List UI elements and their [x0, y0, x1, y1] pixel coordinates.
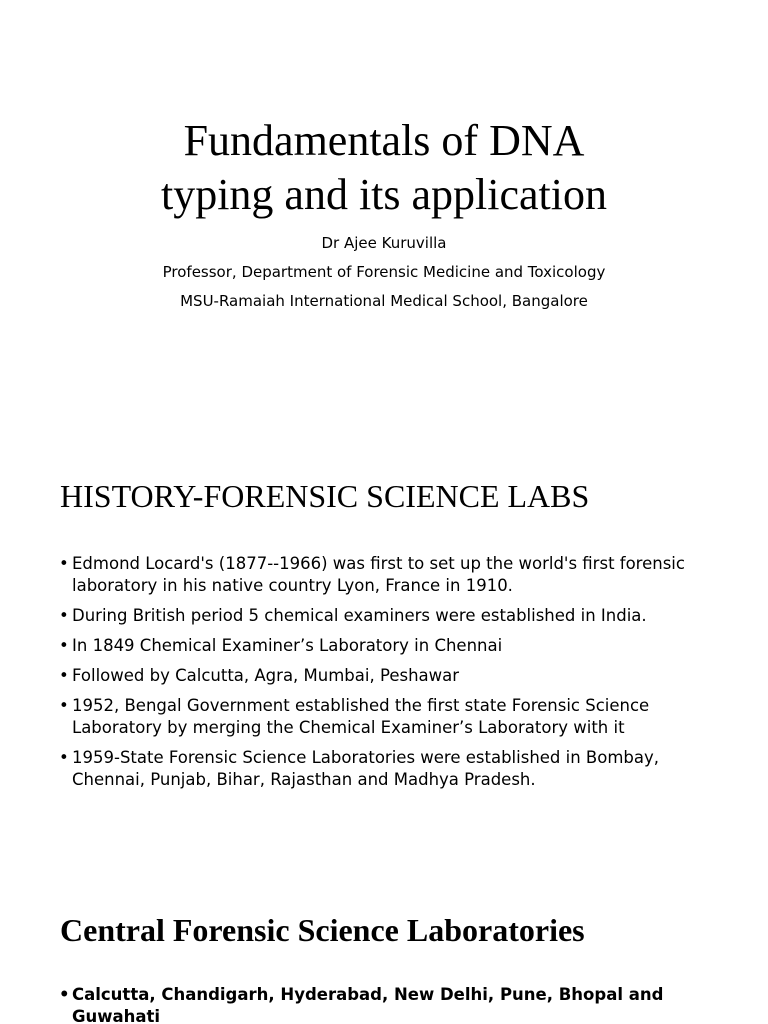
- author-position: Professor, Department of Forensic Medicine and Toxicology: [162, 263, 606, 281]
- author-name: Dr Ajee Kuruvilla: [321, 234, 447, 252]
- slide-heading: HISTORY-FORENSIC SCIENCE LABS: [60, 478, 590, 514]
- bullet-icon: •: [59, 606, 69, 625]
- bullet-icon: •: [59, 696, 69, 715]
- list-item: [59, 747, 719, 791]
- list-item: [59, 695, 719, 739]
- list-item-text: Followed by Calcutta, Agra, Mumbai, Peshawar: [72, 666, 460, 685]
- list-item-text: Edmond Locard's (1877--1966) was first to set up the world's first forensic laboratory in his native country Lyon, France in 1910.: [72, 554, 685, 595]
- list-item: [59, 605, 719, 627]
- title-line: Fundamentals of DNA: [183, 116, 585, 165]
- list-item-text: 1952, Bengal Government established the first state Forensic Science Laboratory by merging the Chemical Examiner’s Laboratory with it: [72, 696, 650, 737]
- bullet-list: [59, 984, 719, 1024]
- list-item-text: 1959-State Forensic Science Laboratories were established in Bombay, Chennai, Punjab, Bihar, Rajasthan and Madhya Pradesh.: [72, 748, 660, 789]
- subtitle-block: [0, 229, 768, 316]
- bullet-list: [59, 553, 719, 799]
- list-item: [59, 665, 719, 687]
- list-item: [59, 553, 719, 597]
- presentation-title: [0, 114, 768, 222]
- history-slide: [0, 440, 768, 840]
- bullet-icon: •: [59, 554, 69, 573]
- list-item-text: During British period 5 chemical examiners were established in India.: [72, 606, 647, 625]
- central-labs-slide: [0, 880, 768, 1024]
- bullet-icon: •: [59, 636, 69, 655]
- bullet-icon: •: [59, 748, 69, 767]
- title-line: typing and its application: [160, 170, 608, 219]
- bullet-icon: •: [59, 985, 70, 1004]
- slide-heading: Central Forensic Science Laboratories: [60, 912, 585, 948]
- title-slide: [0, 0, 768, 330]
- list-item: [59, 635, 719, 657]
- bullet-icon: •: [59, 666, 69, 685]
- author-institution: MSU-Ramaiah International Medical School, Bangalore: [180, 292, 588, 310]
- list-item: [59, 984, 719, 1024]
- list-item-text: In 1849 Chemical Examiner’s Laboratory in Chennai: [72, 636, 503, 655]
- list-item-text: Calcutta, Chandigarh, Hyderabad, New Delhi, Pune, Bhopal and Guwahati: [72, 985, 664, 1024]
